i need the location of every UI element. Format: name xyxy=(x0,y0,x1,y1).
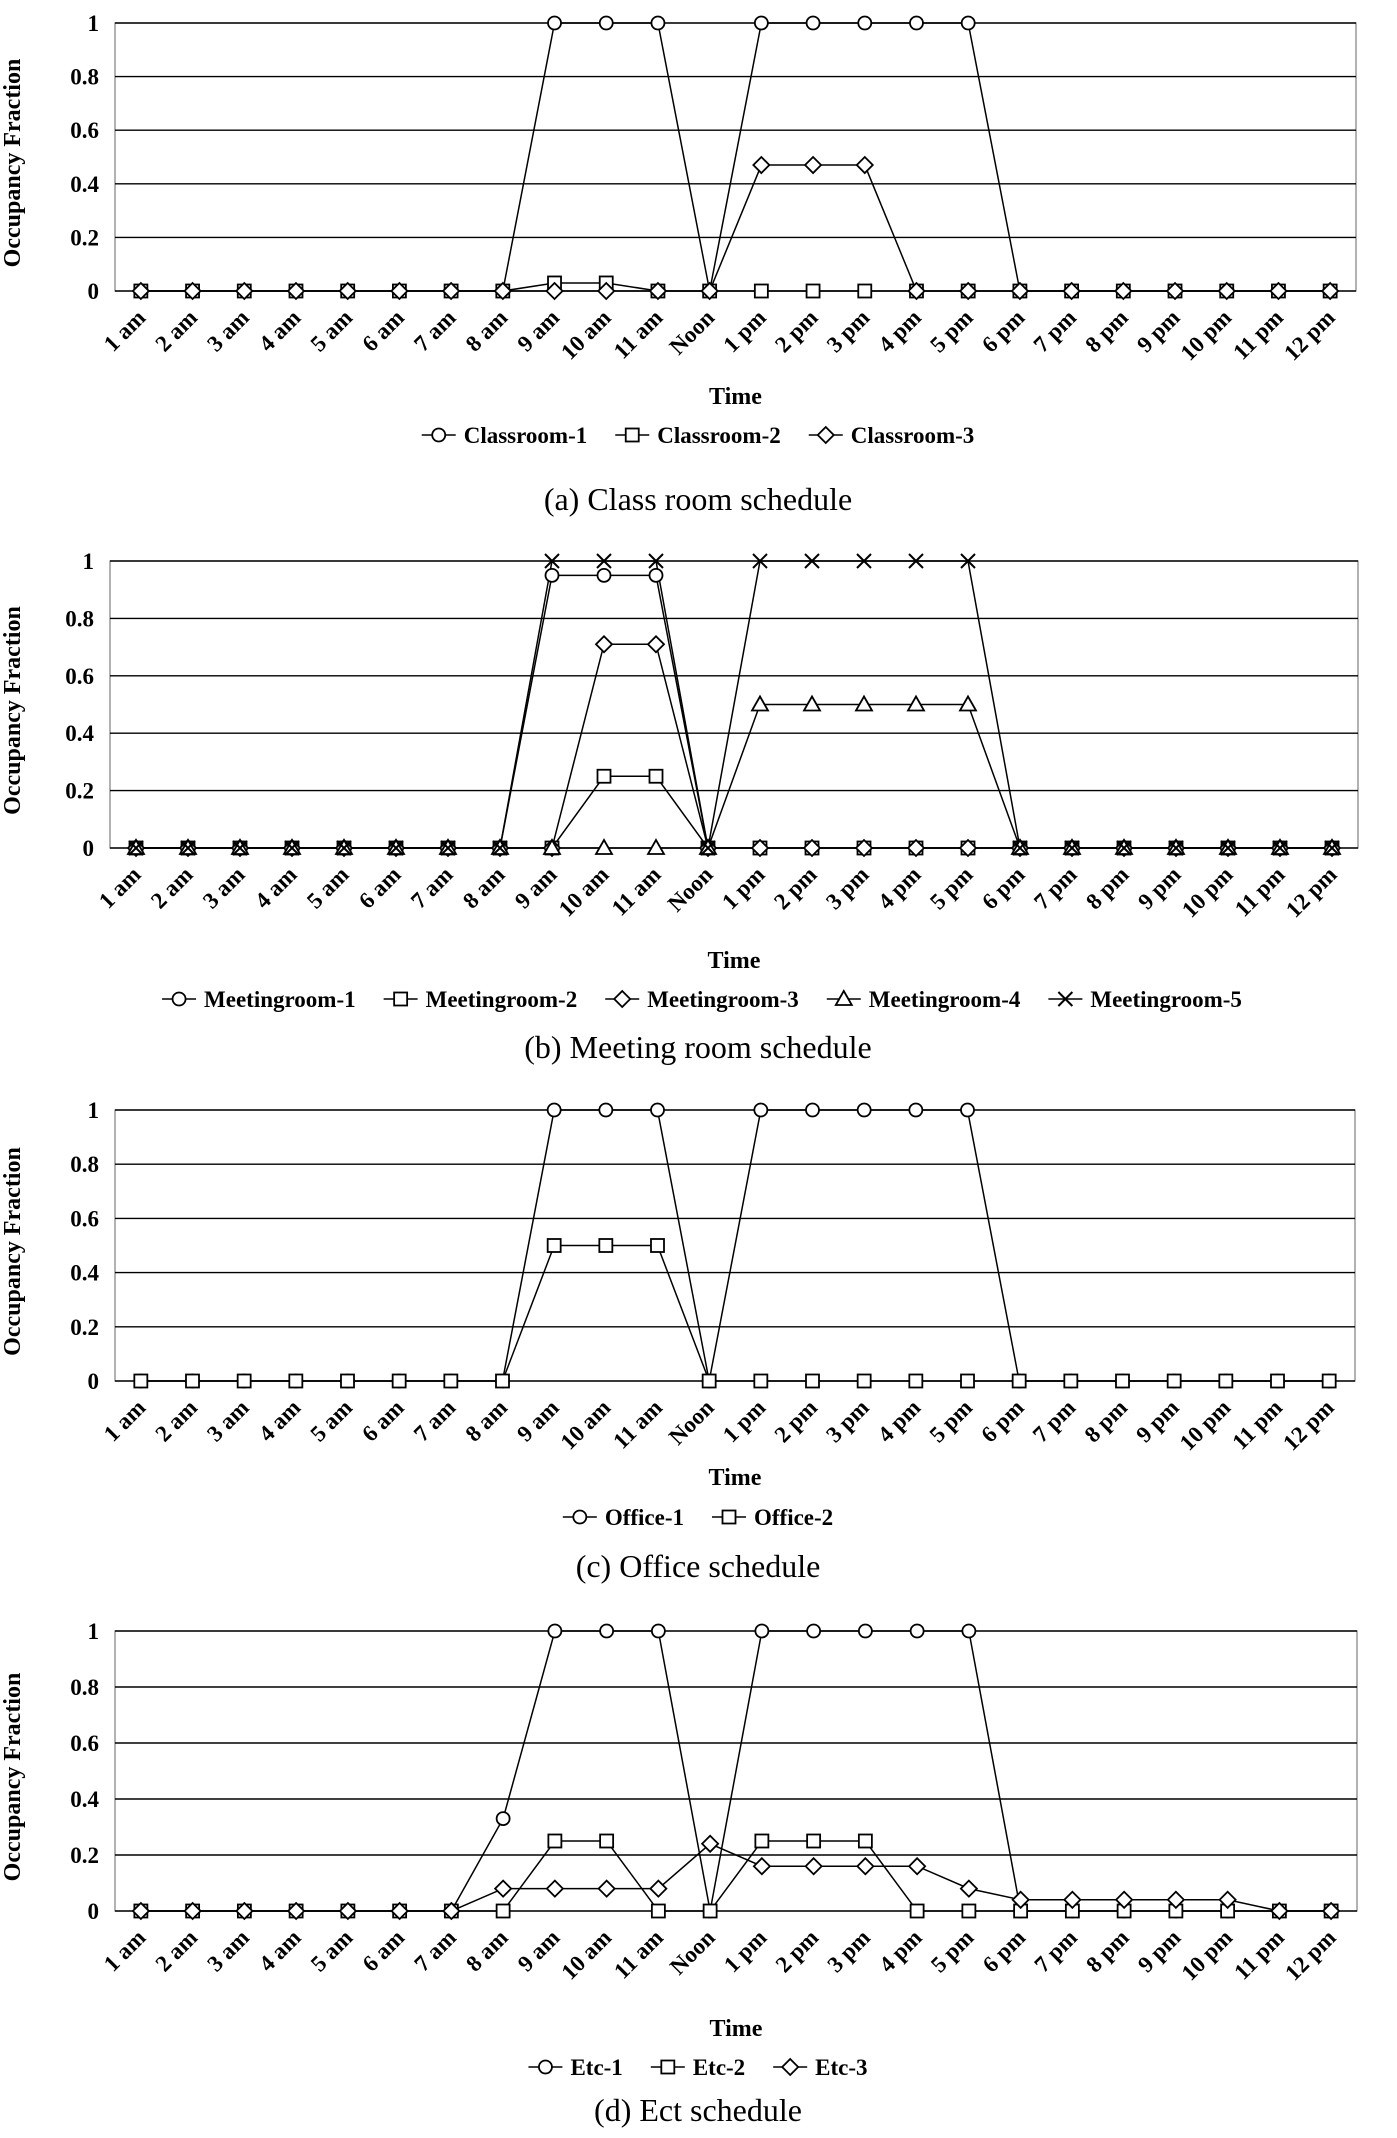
x-tick-label: 1 am xyxy=(93,861,146,914)
data-point xyxy=(856,697,872,711)
x-tick-label: 4 pm xyxy=(872,1394,926,1448)
legend-label: Meetingroom-2 xyxy=(425,987,578,1012)
data-point xyxy=(909,1375,922,1388)
data-point xyxy=(289,1375,302,1388)
x-tick-label: 6 pm xyxy=(976,304,1030,358)
x-tick-label: 10 am xyxy=(555,1394,616,1455)
y-tick-label: 0.2 xyxy=(65,778,94,804)
y-tick-label: 0.2 xyxy=(70,1314,99,1340)
x-tick-label: Noon xyxy=(663,1394,719,1450)
legend-label: Meetingroom-4 xyxy=(868,987,1021,1012)
x-tick-label: 8 pm xyxy=(1080,304,1133,358)
data-point xyxy=(754,1375,767,1388)
y-tick-label: 0.8 xyxy=(70,1675,99,1700)
x-tick-label: 11 pm xyxy=(1229,861,1290,922)
legend-marker xyxy=(661,2061,674,2074)
data-point xyxy=(546,569,559,582)
x-tick-label: 10 am xyxy=(556,1924,617,1985)
data-point xyxy=(755,285,768,298)
data-point xyxy=(911,1905,924,1918)
legend xyxy=(162,987,1242,1012)
x-tick-label: 7 am xyxy=(408,1394,461,1447)
series-line-Etc-3 xyxy=(141,1844,1331,1911)
data-point xyxy=(858,1104,871,1117)
legend-marker xyxy=(626,429,639,442)
data-point xyxy=(598,770,611,783)
data-point xyxy=(703,1375,716,1388)
data-point xyxy=(806,1858,822,1874)
series-line-Meetingroom-4 xyxy=(136,705,1332,849)
y-tick-label: 0 xyxy=(87,1369,99,1394)
data-point xyxy=(600,17,613,30)
data-point xyxy=(753,157,769,173)
x-tick-label: 7 pm xyxy=(1028,304,1082,358)
x-tick-label: 2 pm xyxy=(769,1394,823,1448)
data-point xyxy=(393,1375,406,1388)
x-tick-label: 7 am xyxy=(409,304,461,357)
data-point xyxy=(548,17,561,30)
data-point xyxy=(909,1104,922,1117)
x-tick-label: 3 am xyxy=(202,304,254,357)
x-tick-label: 6 pm xyxy=(977,1924,1031,1978)
x-tick-label: 9 am xyxy=(512,1394,564,1447)
y-tick-label: 0.6 xyxy=(65,663,94,689)
legend-marker xyxy=(782,2059,798,2075)
data-point xyxy=(548,1239,561,1252)
x-tick-label: 8 pm xyxy=(1081,1924,1134,1978)
y-axis-title: Occupancy Fraction xyxy=(0,58,26,268)
x-tick-label: 3 am xyxy=(202,1394,254,1447)
data-point xyxy=(1064,1375,1077,1388)
data-point xyxy=(1271,1375,1284,1388)
data-point xyxy=(962,17,975,30)
data-point xyxy=(648,636,664,652)
figure-caption: (c) Office schedule xyxy=(575,1548,821,1584)
figure-caption: (d) Ect schedule xyxy=(594,2092,802,2128)
y-tick-label: 0.2 xyxy=(70,225,99,251)
legend xyxy=(563,1505,833,1530)
x-tick-label: 2 am xyxy=(150,1924,203,1977)
data-point xyxy=(755,1625,768,1638)
data-point xyxy=(858,1375,871,1388)
x-tick-label: 10 pm xyxy=(1174,1394,1236,1456)
x-tick-label: 6 am xyxy=(357,304,409,357)
x-tick-label: 11 pm xyxy=(1227,1394,1288,1455)
y-axis-title: Occupancy Fraction xyxy=(0,1672,26,1882)
data-point xyxy=(910,17,923,30)
y-tick-label: 0.4 xyxy=(70,171,99,197)
series-line-Classroom-2 xyxy=(141,283,1330,291)
x-tick-label: 6 pm xyxy=(976,1394,1029,1448)
data-point xyxy=(961,1881,977,1897)
x-axis-title: Time xyxy=(707,948,761,974)
x-tick-label: 5 am xyxy=(305,1394,358,1447)
y-tick-label: 0.4 xyxy=(65,721,94,747)
data-point xyxy=(911,1625,924,1638)
data-point xyxy=(598,569,611,582)
x-tick-label: 4 pm xyxy=(873,861,926,915)
y-tick-label: 1 xyxy=(87,11,99,36)
data-point xyxy=(1116,1375,1129,1388)
x-tick-label: 6 pm xyxy=(977,861,1030,915)
chart-panel-3 xyxy=(0,1098,1355,1584)
data-point xyxy=(652,1905,665,1918)
data-point xyxy=(755,17,768,30)
data-point xyxy=(186,1375,199,1388)
series-line-Meetingroom-1 xyxy=(136,575,1332,848)
data-point xyxy=(650,770,663,783)
x-tick-label: 11 am xyxy=(606,861,666,921)
data-point xyxy=(807,17,820,30)
x-tick-label: 5 pm xyxy=(925,1924,979,1978)
data-point xyxy=(1219,1375,1232,1388)
data-point xyxy=(599,1881,615,1897)
data-point xyxy=(600,1835,613,1848)
legend-label: Classroom-2 xyxy=(657,423,781,448)
x-tick-label: 8 pm xyxy=(1079,1394,1133,1448)
data-point xyxy=(651,17,664,30)
data-point xyxy=(651,1239,664,1252)
y-tick-label: 0.4 xyxy=(70,1787,99,1812)
y-tick-label: 1 xyxy=(87,1619,99,1644)
x-tick-label: 5 am xyxy=(301,861,354,914)
x-tick-label: 12 pm xyxy=(1279,304,1340,366)
x-tick-label: 9 am xyxy=(512,1924,565,1977)
x-axis-title: Time xyxy=(708,1465,762,1491)
x-tick-label: 2 am xyxy=(150,304,203,357)
legend-label: Office-1 xyxy=(604,1505,685,1530)
legend xyxy=(422,423,975,448)
data-point xyxy=(1013,1375,1026,1388)
data-point xyxy=(961,1375,974,1388)
data-point xyxy=(806,1375,819,1388)
series-line-Etc-1 xyxy=(141,1631,1331,1911)
x-tick-label: 3 am xyxy=(197,861,250,914)
y-axis-title: Occupancy Fraction xyxy=(0,1147,26,1356)
legend-label: Meetingroom-1 xyxy=(204,987,356,1012)
x-tick-label: Noon xyxy=(664,304,720,360)
x-tick-label: 3 pm xyxy=(822,1924,875,1978)
x-tick-label: 3 am xyxy=(202,1924,254,1977)
y-tick-label: 0.8 xyxy=(70,1152,99,1178)
series-line-Meetingroom-5 xyxy=(136,561,1332,848)
legend-label: Classroom-1 xyxy=(463,423,588,448)
data-point xyxy=(807,285,820,298)
legend-marker xyxy=(394,993,407,1006)
x-tick-label: 11 am xyxy=(609,1924,668,1984)
x-tick-label: 11 am xyxy=(608,1394,668,1454)
y-tick-label: 0.8 xyxy=(70,64,99,90)
data-point xyxy=(909,1858,925,1874)
x-tick-label: 1 pm xyxy=(717,861,770,915)
data-point xyxy=(752,697,768,711)
series-line-Meetingroom-2 xyxy=(136,776,1332,848)
data-point xyxy=(548,1625,561,1638)
data-point xyxy=(497,1812,510,1825)
x-tick-label: 11 pm xyxy=(1229,1924,1289,1985)
data-point xyxy=(859,1835,872,1848)
x-tick-label: 5 pm xyxy=(925,861,978,915)
x-tick-label: 11 am xyxy=(608,304,668,364)
x-tick-label: 10 pm xyxy=(1176,861,1238,923)
data-point xyxy=(648,840,664,854)
x-tick-label: 9 pm xyxy=(1133,861,1186,915)
data-point xyxy=(961,1104,974,1117)
x-tick-label: 8 am xyxy=(460,304,513,357)
x-tick-label: 10 pm xyxy=(1175,304,1237,366)
y-tick-label: 0.4 xyxy=(70,1260,99,1286)
x-tick-label: 9 pm xyxy=(1132,1924,1186,1978)
data-point xyxy=(804,697,820,711)
x-tick-label: 9 am xyxy=(512,304,565,357)
x-tick-label: 2 am xyxy=(145,861,198,914)
data-point xyxy=(807,1625,820,1638)
legend-label: Etc-1 xyxy=(570,2055,623,2080)
data-point xyxy=(599,1104,612,1117)
data-point xyxy=(341,1375,354,1388)
data-point xyxy=(857,157,873,173)
x-tick-label: 8 am xyxy=(457,861,510,914)
x-tick-label: 8 pm xyxy=(1081,861,1134,915)
chart-panel-1 xyxy=(0,11,1356,517)
x-tick-label: 5 pm xyxy=(925,304,978,358)
x-tick-label: 11 pm xyxy=(1228,304,1288,365)
legend-marker xyxy=(614,991,630,1007)
y-tick-label: 0 xyxy=(87,1899,99,1924)
data-point xyxy=(651,1104,664,1117)
data-point xyxy=(858,17,871,30)
x-tick-label: 9 am xyxy=(509,861,562,914)
legend-marker xyxy=(173,993,186,1006)
data-point xyxy=(134,1375,147,1388)
x-tick-label: 9 pm xyxy=(1132,304,1185,358)
legend-label: Etc-3 xyxy=(815,2055,868,2080)
legend xyxy=(528,2055,867,2080)
x-tick-label: 1 pm xyxy=(718,304,771,358)
x-tick-label: 10 am xyxy=(553,861,614,922)
data-point xyxy=(859,1625,872,1638)
x-tick-label: 12 pm xyxy=(1280,861,1342,923)
data-point xyxy=(908,697,924,711)
x-tick-label: 1 am xyxy=(98,1924,151,1977)
x-tick-label: 7 pm xyxy=(1029,1924,1082,1978)
x-tick-label: 4 am xyxy=(253,304,306,357)
data-point xyxy=(650,569,663,582)
y-tick-label: 0.6 xyxy=(70,1206,99,1232)
figure-caption: (b) Meeting room schedule xyxy=(524,1029,872,1065)
x-tick-label: 7 pm xyxy=(1027,1394,1081,1448)
data-point xyxy=(497,1905,510,1918)
x-tick-label: Noon xyxy=(662,861,718,917)
data-point xyxy=(596,636,612,652)
x-tick-label: 1 pm xyxy=(718,1924,772,1978)
data-point xyxy=(962,1905,975,1918)
y-tick-label: 0 xyxy=(82,836,94,861)
x-tick-label: 3 pm xyxy=(821,304,875,358)
series-line-Office-2 xyxy=(141,1246,1329,1382)
x-tick-label: 3 pm xyxy=(821,861,874,915)
data-point xyxy=(857,1858,873,1874)
x-tick-label: 6 am xyxy=(353,861,406,914)
x-tick-label: 6 am xyxy=(357,1394,409,1447)
data-point xyxy=(495,1881,511,1897)
series-line-Office-1 xyxy=(141,1110,1329,1381)
legend-marker xyxy=(723,1511,736,1524)
data-point xyxy=(652,1625,665,1638)
x-tick-label: 7 am xyxy=(405,861,458,914)
chart-panel-2 xyxy=(0,549,1358,1065)
x-tick-label: 4 pm xyxy=(873,304,927,358)
y-tick-label: 0.8 xyxy=(65,606,94,632)
x-tick-label: 4 am xyxy=(249,861,302,914)
x-tick-label: 2 pm xyxy=(770,1924,824,1978)
y-tick-label: 0.2 xyxy=(70,1843,99,1868)
data-point xyxy=(805,157,821,173)
y-axis-title: Occupancy Fraction xyxy=(0,606,26,815)
x-tick-label: 5 am xyxy=(305,304,358,357)
x-tick-label: 9 pm xyxy=(1131,1394,1184,1448)
data-point xyxy=(754,1858,770,1874)
x-tick-label: 5 am xyxy=(305,1924,358,1977)
figure-caption: (a) Class room schedule xyxy=(543,481,853,517)
x-tick-label: 1 am xyxy=(98,1394,151,1447)
data-point xyxy=(754,1104,767,1117)
x-tick-label: 7 pm xyxy=(1029,861,1082,915)
y-tick-label: 0.6 xyxy=(70,1731,99,1756)
y-tick-label: 0.6 xyxy=(70,118,99,144)
x-tick-label: 10 am xyxy=(556,304,616,365)
legend-marker xyxy=(818,427,834,443)
data-point xyxy=(548,1104,561,1117)
x-tick-label: 1 pm xyxy=(717,1394,771,1448)
data-point xyxy=(238,1375,251,1388)
data-point xyxy=(599,1239,612,1252)
data-point xyxy=(960,697,976,711)
y-tick-label: 1 xyxy=(82,549,94,574)
data-point xyxy=(496,1375,509,1388)
data-point xyxy=(547,1881,563,1897)
y-tick-label: 0 xyxy=(87,279,99,304)
x-tick-label: 4 pm xyxy=(874,1924,927,1978)
legend-marker xyxy=(836,991,852,1005)
legend-label: Meetingroom-5 xyxy=(1090,987,1242,1012)
legend-marker xyxy=(539,2061,552,2074)
series-line-Classroom-1 xyxy=(141,23,1330,291)
legend-marker xyxy=(432,429,445,442)
legend-label: Meetingroom-3 xyxy=(647,987,799,1012)
data-point xyxy=(858,285,871,298)
data-point xyxy=(548,1835,561,1848)
x-axis-title: Time xyxy=(709,384,762,410)
x-tick-label: 2 am xyxy=(150,1394,203,1447)
data-point xyxy=(1323,1375,1336,1388)
legend-label: Etc-2 xyxy=(692,2055,746,2080)
x-tick-label: 3 pm xyxy=(821,1394,874,1448)
data-point xyxy=(600,1625,613,1638)
x-tick-label: 6 am xyxy=(357,1924,410,1977)
data-point xyxy=(596,840,612,854)
series-line-Meetingroom-3 xyxy=(136,644,1332,848)
x-tick-label: 7 am xyxy=(409,1924,461,1977)
data-point xyxy=(806,1104,819,1117)
x-tick-label: 8 am xyxy=(460,1394,513,1447)
y-tick-label: 1 xyxy=(87,1098,99,1123)
x-tick-label: 2 pm xyxy=(770,304,823,358)
legend-label: Office-2 xyxy=(754,1505,834,1530)
x-tick-label: 12 pm xyxy=(1278,1394,1339,1456)
x-tick-label: Noon xyxy=(664,1924,720,1980)
data-point xyxy=(807,1835,820,1848)
legend-marker xyxy=(573,1511,586,1524)
x-tick-label: 12 pm xyxy=(1280,1924,1341,1986)
x-tick-label: 2 pm xyxy=(769,861,822,915)
data-point xyxy=(704,1905,717,1918)
x-axis-title: Time xyxy=(709,2016,763,2042)
x-tick-label: 10 pm xyxy=(1176,1924,1238,1986)
chart-panel-4 xyxy=(0,1619,1357,2128)
x-tick-label: 4 am xyxy=(254,1924,306,1977)
data-point xyxy=(755,1835,768,1848)
x-tick-label: 8 am xyxy=(461,1924,513,1977)
x-tick-label: 5 pm xyxy=(924,1394,978,1448)
legend-label: Classroom-3 xyxy=(850,423,975,448)
data-point xyxy=(962,1625,975,1638)
data-point xyxy=(444,1375,457,1388)
x-tick-label: 1 am xyxy=(98,304,151,357)
x-tick-label: 4 am xyxy=(253,1394,306,1447)
data-point xyxy=(1168,1375,1181,1388)
